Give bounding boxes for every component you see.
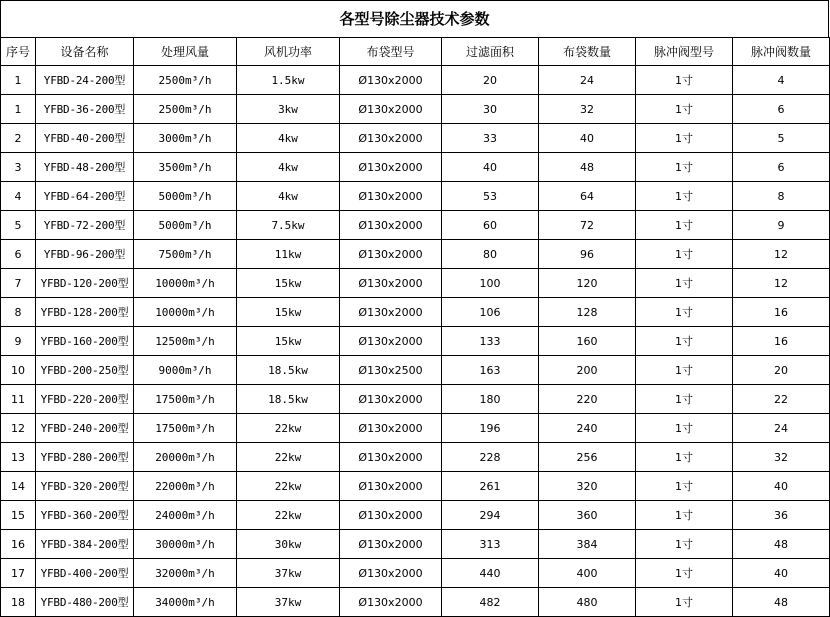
cell-filter-area[interactable]: 261 [442,472,539,501]
cell-fan-power[interactable]: 4kw [237,153,340,182]
cell-index[interactable]: 10 [1,356,36,385]
table-row [1,530,830,559]
header-cell-device-name[interactable]: 设备名称 [36,38,134,66]
cell-device-name[interactable]: YFBD-280-200型 [36,443,134,472]
cell-fan-power[interactable]: 3kw [237,95,340,124]
header-cell-valve-count[interactable]: 脉冲阀数量 [733,38,830,66]
cell-bag-count[interactable]: 160 [539,327,636,356]
cell-bag-count[interactable]: 320 [539,472,636,501]
cell-fan-power[interactable]: 30kw [237,530,340,559]
cell-valve-model[interactable]: 1寸 [636,501,733,530]
cell-filter-area[interactable]: 482 [442,588,539,617]
cell-airflow[interactable]: 5000m³/h [134,211,237,240]
table-title[interactable]: 各型号除尘器技术参数 [0,0,829,37]
cell-valve-model[interactable]: 1寸 [636,530,733,559]
cell-device-name[interactable]: YFBD-48-200型 [36,153,134,182]
cell-valve-count[interactable]: 48 [733,588,830,617]
cell-bag-model[interactable]: Ø130x2000 [340,240,442,269]
cell-fan-power[interactable]: 1.5kw [237,66,340,95]
table-row [1,298,830,327]
cell-bag-model[interactable]: Ø130x2000 [340,414,442,443]
table-row [1,269,830,298]
cell-bag-count[interactable]: 64 [539,182,636,211]
cell-filter-area[interactable]: 30 [442,95,539,124]
cell-valve-model[interactable]: 1寸 [636,443,733,472]
cell-device-name[interactable]: YFBD-360-200型 [36,501,134,530]
table-row [1,327,830,356]
cell-bag-model[interactable]: Ø130x2000 [340,153,442,182]
cell-bag-model[interactable]: Ø130x2000 [340,588,442,617]
cell-index[interactable]: 11 [1,385,36,414]
cell-filter-area[interactable]: 106 [442,298,539,327]
cell-device-name[interactable]: YFBD-96-200型 [36,240,134,269]
cell-airflow[interactable]: 30000m³/h [134,530,237,559]
cell-index[interactable]: 1 [1,95,36,124]
header-cell-bag-count[interactable]: 布袋数量 [539,38,636,66]
cell-fan-power[interactable]: 15kw [237,269,340,298]
cell-filter-area[interactable]: 80 [442,240,539,269]
cell-valve-count[interactable]: 6 [733,95,830,124]
cell-valve-model[interactable]: 1寸 [636,327,733,356]
cell-fan-power[interactable]: 18.5kw [237,356,340,385]
cell-device-name[interactable]: YFBD-160-200型 [36,327,134,356]
cell-valve-model[interactable]: 1寸 [636,182,733,211]
cell-filter-area[interactable]: 100 [442,269,539,298]
cell-index[interactable]: 3 [1,153,36,182]
cell-bag-count[interactable]: 384 [539,530,636,559]
table-row [1,443,830,472]
cell-filter-area[interactable]: 133 [442,327,539,356]
cell-airflow[interactable]: 10000m³/h [134,269,237,298]
cell-airflow[interactable]: 17500m³/h [134,385,237,414]
cell-bag-count[interactable]: 220 [539,385,636,414]
table-row [1,559,830,588]
cell-fan-power[interactable]: 15kw [237,298,340,327]
cell-bag-model[interactable]: Ø130x2000 [340,472,442,501]
cell-index[interactable]: 2 [1,124,36,153]
header-row [1,38,830,66]
cell-airflow[interactable]: 7500m³/h [134,240,237,269]
cell-valve-count[interactable]: 8 [733,182,830,211]
cell-valve-count[interactable]: 12 [733,269,830,298]
cell-valve-count[interactable]: 48 [733,530,830,559]
cell-filter-area[interactable]: 228 [442,443,539,472]
cell-device-name[interactable]: YFBD-120-200型 [36,269,134,298]
cell-airflow[interactable]: 34000m³/h [134,588,237,617]
cell-valve-count[interactable]: 12 [733,240,830,269]
cell-bag-model[interactable]: Ø130x2000 [340,501,442,530]
cell-bag-count[interactable]: 72 [539,211,636,240]
cell-valve-count[interactable]: 16 [733,327,830,356]
cell-valve-model[interactable]: 1寸 [636,385,733,414]
cell-bag-model[interactable]: Ø130x2500 [340,356,442,385]
cell-device-name[interactable]: YFBD-128-200型 [36,298,134,327]
table-row [1,240,830,269]
cell-bag-model[interactable]: Ø130x2000 [340,385,442,414]
cell-bag-model[interactable]: Ø130x2000 [340,95,442,124]
cell-valve-count[interactable]: 24 [733,414,830,443]
cell-valve-model[interactable]: 1寸 [636,559,733,588]
cell-device-name[interactable]: YFBD-320-200型 [36,472,134,501]
cell-filter-area[interactable]: 53 [442,182,539,211]
cell-valve-count[interactable]: 9 [733,211,830,240]
cell-airflow[interactable]: 9000m³/h [134,356,237,385]
table-row [1,472,830,501]
cell-bag-model[interactable]: Ø130x2000 [340,327,442,356]
cell-filter-area[interactable]: 163 [442,356,539,385]
cell-bag-model[interactable]: Ø130x2000 [340,530,442,559]
cell-valve-count[interactable]: 40 [733,472,830,501]
table-row [1,385,830,414]
cell-device-name[interactable]: YFBD-24-200型 [36,66,134,95]
cell-valve-model[interactable]: 1寸 [636,211,733,240]
cell-valve-count[interactable]: 22 [733,385,830,414]
cell-bag-model[interactable]: Ø130x2000 [340,559,442,588]
cell-valve-model[interactable]: 1寸 [636,414,733,443]
cell-fan-power[interactable]: 4kw [237,182,340,211]
cell-filter-area[interactable]: 294 [442,501,539,530]
spec-table [0,37,830,617]
cell-fan-power[interactable]: 18.5kw [237,385,340,414]
cell-device-name[interactable]: YFBD-220-200型 [36,385,134,414]
cell-fan-power[interactable]: 22kw [237,414,340,443]
cell-airflow[interactable]: 3500m³/h [134,153,237,182]
cell-valve-model[interactable]: 1寸 [636,153,733,182]
cell-bag-count[interactable]: 240 [539,414,636,443]
cell-fan-power[interactable]: 4kw [237,124,340,153]
cell-bag-count[interactable]: 48 [539,153,636,182]
cell-index[interactable]: 7 [1,269,36,298]
cell-bag-count[interactable]: 400 [539,559,636,588]
cell-airflow[interactable]: 2500m³/h [134,95,237,124]
cell-bag-count[interactable]: 96 [539,240,636,269]
cell-valve-count[interactable]: 5 [733,124,830,153]
cell-bag-model[interactable]: Ø130x2000 [340,66,442,95]
cell-airflow[interactable]: 3000m³/h [134,124,237,153]
cell-filter-area[interactable]: 180 [442,385,539,414]
cell-bag-model[interactable]: Ø130x2000 [340,211,442,240]
cell-index[interactable]: 5 [1,211,36,240]
cell-airflow[interactable]: 17500m³/h [134,414,237,443]
cell-index[interactable]: 12 [1,414,36,443]
cell-device-name[interactable]: YFBD-480-200型 [36,588,134,617]
cell-index[interactable]: 1 [1,66,36,95]
cell-valve-model[interactable]: 1寸 [636,95,733,124]
cell-bag-model[interactable]: Ø130x2000 [340,269,442,298]
cell-airflow[interactable]: 10000m³/h [134,298,237,327]
cell-airflow[interactable]: 5000m³/h [134,182,237,211]
cell-bag-count[interactable]: 256 [539,443,636,472]
cell-bag-count[interactable]: 40 [539,124,636,153]
header-cell-valve-model[interactable]: 脉冲阀型号 [636,38,733,66]
cell-fan-power[interactable]: 15kw [237,327,340,356]
cell-index[interactable]: 17 [1,559,36,588]
cell-valve-model[interactable]: 1寸 [636,269,733,298]
cell-index[interactable]: 6 [1,240,36,269]
cell-index[interactable]: 8 [1,298,36,327]
cell-airflow[interactable]: 24000m³/h [134,501,237,530]
cell-valve-model[interactable]: 1寸 [636,472,733,501]
cell-device-name[interactable]: YFBD-36-200型 [36,95,134,124]
table-row [1,153,830,182]
cell-fan-power[interactable]: 7.5kw [237,211,340,240]
cell-filter-area[interactable]: 196 [442,414,539,443]
cell-bag-count[interactable]: 360 [539,501,636,530]
cell-filter-area[interactable]: 20 [442,66,539,95]
cell-bag-model[interactable]: Ø130x2000 [340,182,442,211]
table-row [1,414,830,443]
cell-valve-model[interactable]: 1寸 [636,356,733,385]
cell-fan-power[interactable]: 22kw [237,501,340,530]
table-row [1,356,830,385]
cell-index[interactable]: 14 [1,472,36,501]
cell-bag-count[interactable]: 480 [539,588,636,617]
cell-index[interactable]: 9 [1,327,36,356]
cell-filter-area[interactable]: 440 [442,559,539,588]
cell-device-name[interactable]: YFBD-72-200型 [36,211,134,240]
header-cell-fan-power[interactable]: 风机功率 [237,38,340,66]
cell-index[interactable]: 18 [1,588,36,617]
cell-airflow[interactable]: 20000m³/h [134,443,237,472]
cell-valve-model[interactable]: 1寸 [636,66,733,95]
cell-index[interactable]: 16 [1,530,36,559]
table-row [1,95,830,124]
cell-valve-count[interactable]: 4 [733,66,830,95]
cell-bag-count[interactable]: 128 [539,298,636,327]
table-row [1,501,830,530]
cell-bag-count[interactable]: 32 [539,95,636,124]
cell-fan-power[interactable]: 37kw [237,588,340,617]
table-row [1,66,830,95]
cell-device-name[interactable]: YFBD-240-200型 [36,414,134,443]
table-row [1,588,830,617]
cell-filter-area[interactable]: 313 [442,530,539,559]
cell-fan-power[interactable]: 22kw [237,472,340,501]
cell-valve-model[interactable]: 1寸 [636,588,733,617]
header-cell-airflow[interactable]: 处理风量 [134,38,237,66]
table-row [1,182,830,211]
cell-fan-power[interactable]: 22kw [237,443,340,472]
cell-bag-count[interactable]: 24 [539,66,636,95]
cell-filter-area[interactable]: 33 [442,124,539,153]
table-row [1,124,830,153]
cell-filter-area[interactable]: 60 [442,211,539,240]
cell-valve-model[interactable]: 1寸 [636,298,733,327]
cell-valve-model[interactable]: 1寸 [636,124,733,153]
cell-index[interactable]: 13 [1,443,36,472]
cell-valve-count[interactable]: 6 [733,153,830,182]
cell-device-name[interactable]: YFBD-40-200型 [36,124,134,153]
cell-airflow[interactable]: 32000m³/h [134,559,237,588]
cell-valve-count[interactable]: 40 [733,559,830,588]
cell-index[interactable]: 15 [1,501,36,530]
cell-bag-count[interactable]: 200 [539,356,636,385]
cell-device-name[interactable]: YFBD-384-200型 [36,530,134,559]
cell-fan-power[interactable]: 11kw [237,240,340,269]
table-row [1,211,830,240]
cell-bag-count[interactable]: 120 [539,269,636,298]
cell-index[interactable]: 4 [1,182,36,211]
cell-airflow[interactable]: 12500m³/h [134,327,237,356]
cell-valve-count[interactable]: 32 [733,443,830,472]
cell-device-name[interactable]: YFBD-200-250型 [36,356,134,385]
cell-airflow[interactable]: 2500m³/h [134,66,237,95]
header-cell-bag-model[interactable]: 布袋型号 [340,38,442,66]
cell-device-name[interactable]: YFBD-64-200型 [36,182,134,211]
cell-bag-model[interactable]: Ø130x2000 [340,124,442,153]
cell-filter-area[interactable]: 40 [442,153,539,182]
cell-device-name[interactable]: YFBD-400-200型 [36,559,134,588]
header-cell-filter-area[interactable]: 过滤面积 [442,38,539,66]
cell-fan-power[interactable]: 37kw [237,559,340,588]
cell-valve-model[interactable]: 1寸 [636,240,733,269]
cell-airflow[interactable]: 22000m³/h [134,472,237,501]
cell-bag-model[interactable]: Ø130x2000 [340,298,442,327]
cell-bag-model[interactable]: Ø130x2000 [340,443,442,472]
cell-valve-count[interactable]: 36 [733,501,830,530]
cell-valve-count[interactable]: 20 [733,356,830,385]
header-cell-index[interactable]: 序号 [1,38,36,66]
cell-valve-count[interactable]: 16 [733,298,830,327]
